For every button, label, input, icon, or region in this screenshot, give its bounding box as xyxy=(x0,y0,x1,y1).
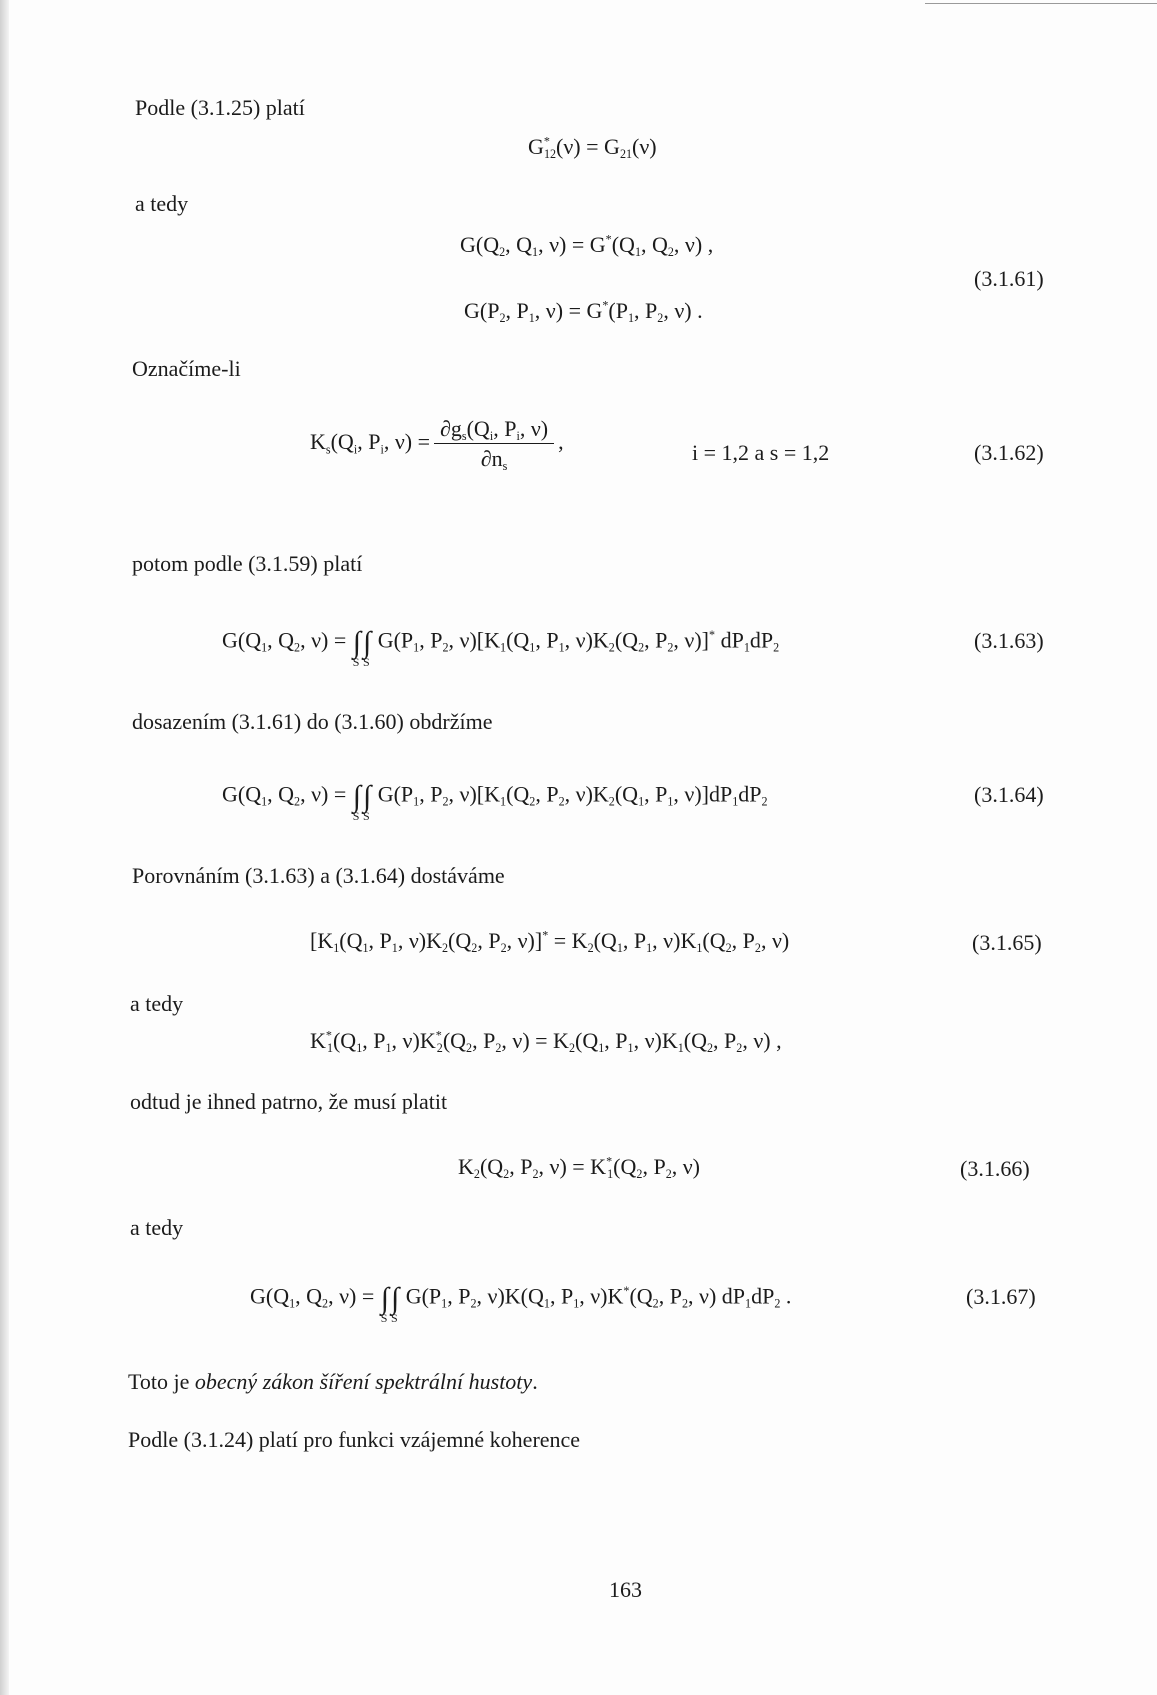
paragraph-a-tedy-2: a tedy xyxy=(130,991,184,1016)
paragraph-podle-3-1-24: Podle (3.1.24) platí pro funkci vzájemné koherence xyxy=(128,1427,581,1452)
equation-number-3-1-63: (3.1.63) xyxy=(974,628,1044,653)
equation-3-1-64: $G(Q_1$, $Q_2$, ν) = ∫ S ∫ S $G(P_1$, $P_2$, $\nu)[K_1(Q_2$, $P_2$, $\nu)K_2(Q_1$, $P_1$, $\nu)]dP_1dP_2$ xyxy=(222,780,768,823)
equation-number-3-1-61: (3.1.61) xyxy=(974,266,1044,291)
paragraph-podle-3-1-25: Podle (3.1.25) platí xyxy=(135,95,305,120)
equation-3-1-62: $K_s(Q_i$, $P_i$, ν) = $\frac{\partial g_s(Q_i, P_i, \nu)}{\partial n_s}$ , xyxy=(310,416,564,474)
equation-3-1-65: [$K_1(Q_1$, $P_1$, $\nu)K_2(Q_2$, $P_2$, $\nu)]^* = K_2(Q_1$, $P_1$, $\nu)K_1(Q_2$, $P_2$, ν) xyxy=(310,928,790,956)
equation-3-1-67: $G(Q_1$, $Q_2$, ν) = ∫ S ∫ S $G(P_1$, $P_2$, $\nu)K(Q_1$, $P_1$, $\nu)K^*(Q_2$, $P_2$, ν) $dP_1dP_2$ . xyxy=(250,1282,792,1325)
equation-3-1-66: $K_2(Q_2$, $P_2$, $\nu) = K^*_1(Q_2$, $P_2$, ν) xyxy=(458,1154,701,1182)
equation-3-1-62-condition: i = 1,2 a s = 1,2 xyxy=(692,440,830,465)
equation-number-3-1-67: (3.1.67) xyxy=(966,1284,1036,1309)
equation-number-3-1-66: (3.1.66) xyxy=(960,1156,1030,1181)
page-number: 163 xyxy=(609,1577,642,1602)
toto-je-prefix: Toto je xyxy=(128,1369,195,1394)
scan-left-edge xyxy=(0,0,9,1695)
paragraph-toto-je xyxy=(128,1370,538,1394)
paragraph-a-tedy-3: a tedy xyxy=(130,1215,184,1240)
paragraph-oznacime-li: Označíme-li xyxy=(132,356,241,381)
paragraph-potom-podle: potom podle (3.1.59) platí xyxy=(132,551,363,576)
toto-je-suffix: . xyxy=(532,1369,538,1394)
equation-3-1-63: $G(Q_1$, $Q_2$, ν) = ∫ S ∫ S $G(P_1$, $P_2$, $\nu)[K_1(Q_1$, $P_1$, $\nu)K_2(Q_2$, $P_2$, ν)]* $dP_1dP_2$ xyxy=(222,626,780,669)
equation-number-3-1-64: (3.1.64) xyxy=(974,782,1044,807)
paragraph-a-tedy-1: a tedy xyxy=(135,191,189,216)
paragraph-porovnanim: Porovnáním (3.1.63) a (3.1.64) dostáváme xyxy=(132,863,505,888)
scan-top-line xyxy=(925,3,1157,4)
equation-k-star-product: $K^*_1(Q_1$, $P_1$, $\nu)K^*_2(Q_2$, $P_2$, $\nu) = K_2(Q_1$, $P_1$, $\nu)K_1(Q_2$, $P_2$, ν) , xyxy=(310,1028,782,1056)
equation-g12-star: $G^*_{12}(\nu) = G_{21}(\nu)$ xyxy=(528,134,657,162)
equation-number-3-1-65: (3.1.65) xyxy=(972,930,1042,955)
equation-3-1-61-line1: $G(Q_2$, $Q_1$, $\nu) = G^*(Q_1$, $Q_2$, ν) , xyxy=(460,232,714,260)
equation-number-3-1-62: (3.1.62) xyxy=(974,440,1044,465)
equation-3-1-61-line2: $G(P_2$, $P_1$, $\nu) = G^*(P_1$, $P_2$, ν) . xyxy=(464,298,703,326)
paragraph-dosazenim: dosazením (3.1.61) do (3.1.60) obdržíme xyxy=(132,709,493,734)
general-law-italic: obecný zákon šíření spektrální hustoty xyxy=(194,1369,533,1394)
paragraph-odtud: odtud je ihned patrno, že musí platit xyxy=(130,1089,448,1114)
